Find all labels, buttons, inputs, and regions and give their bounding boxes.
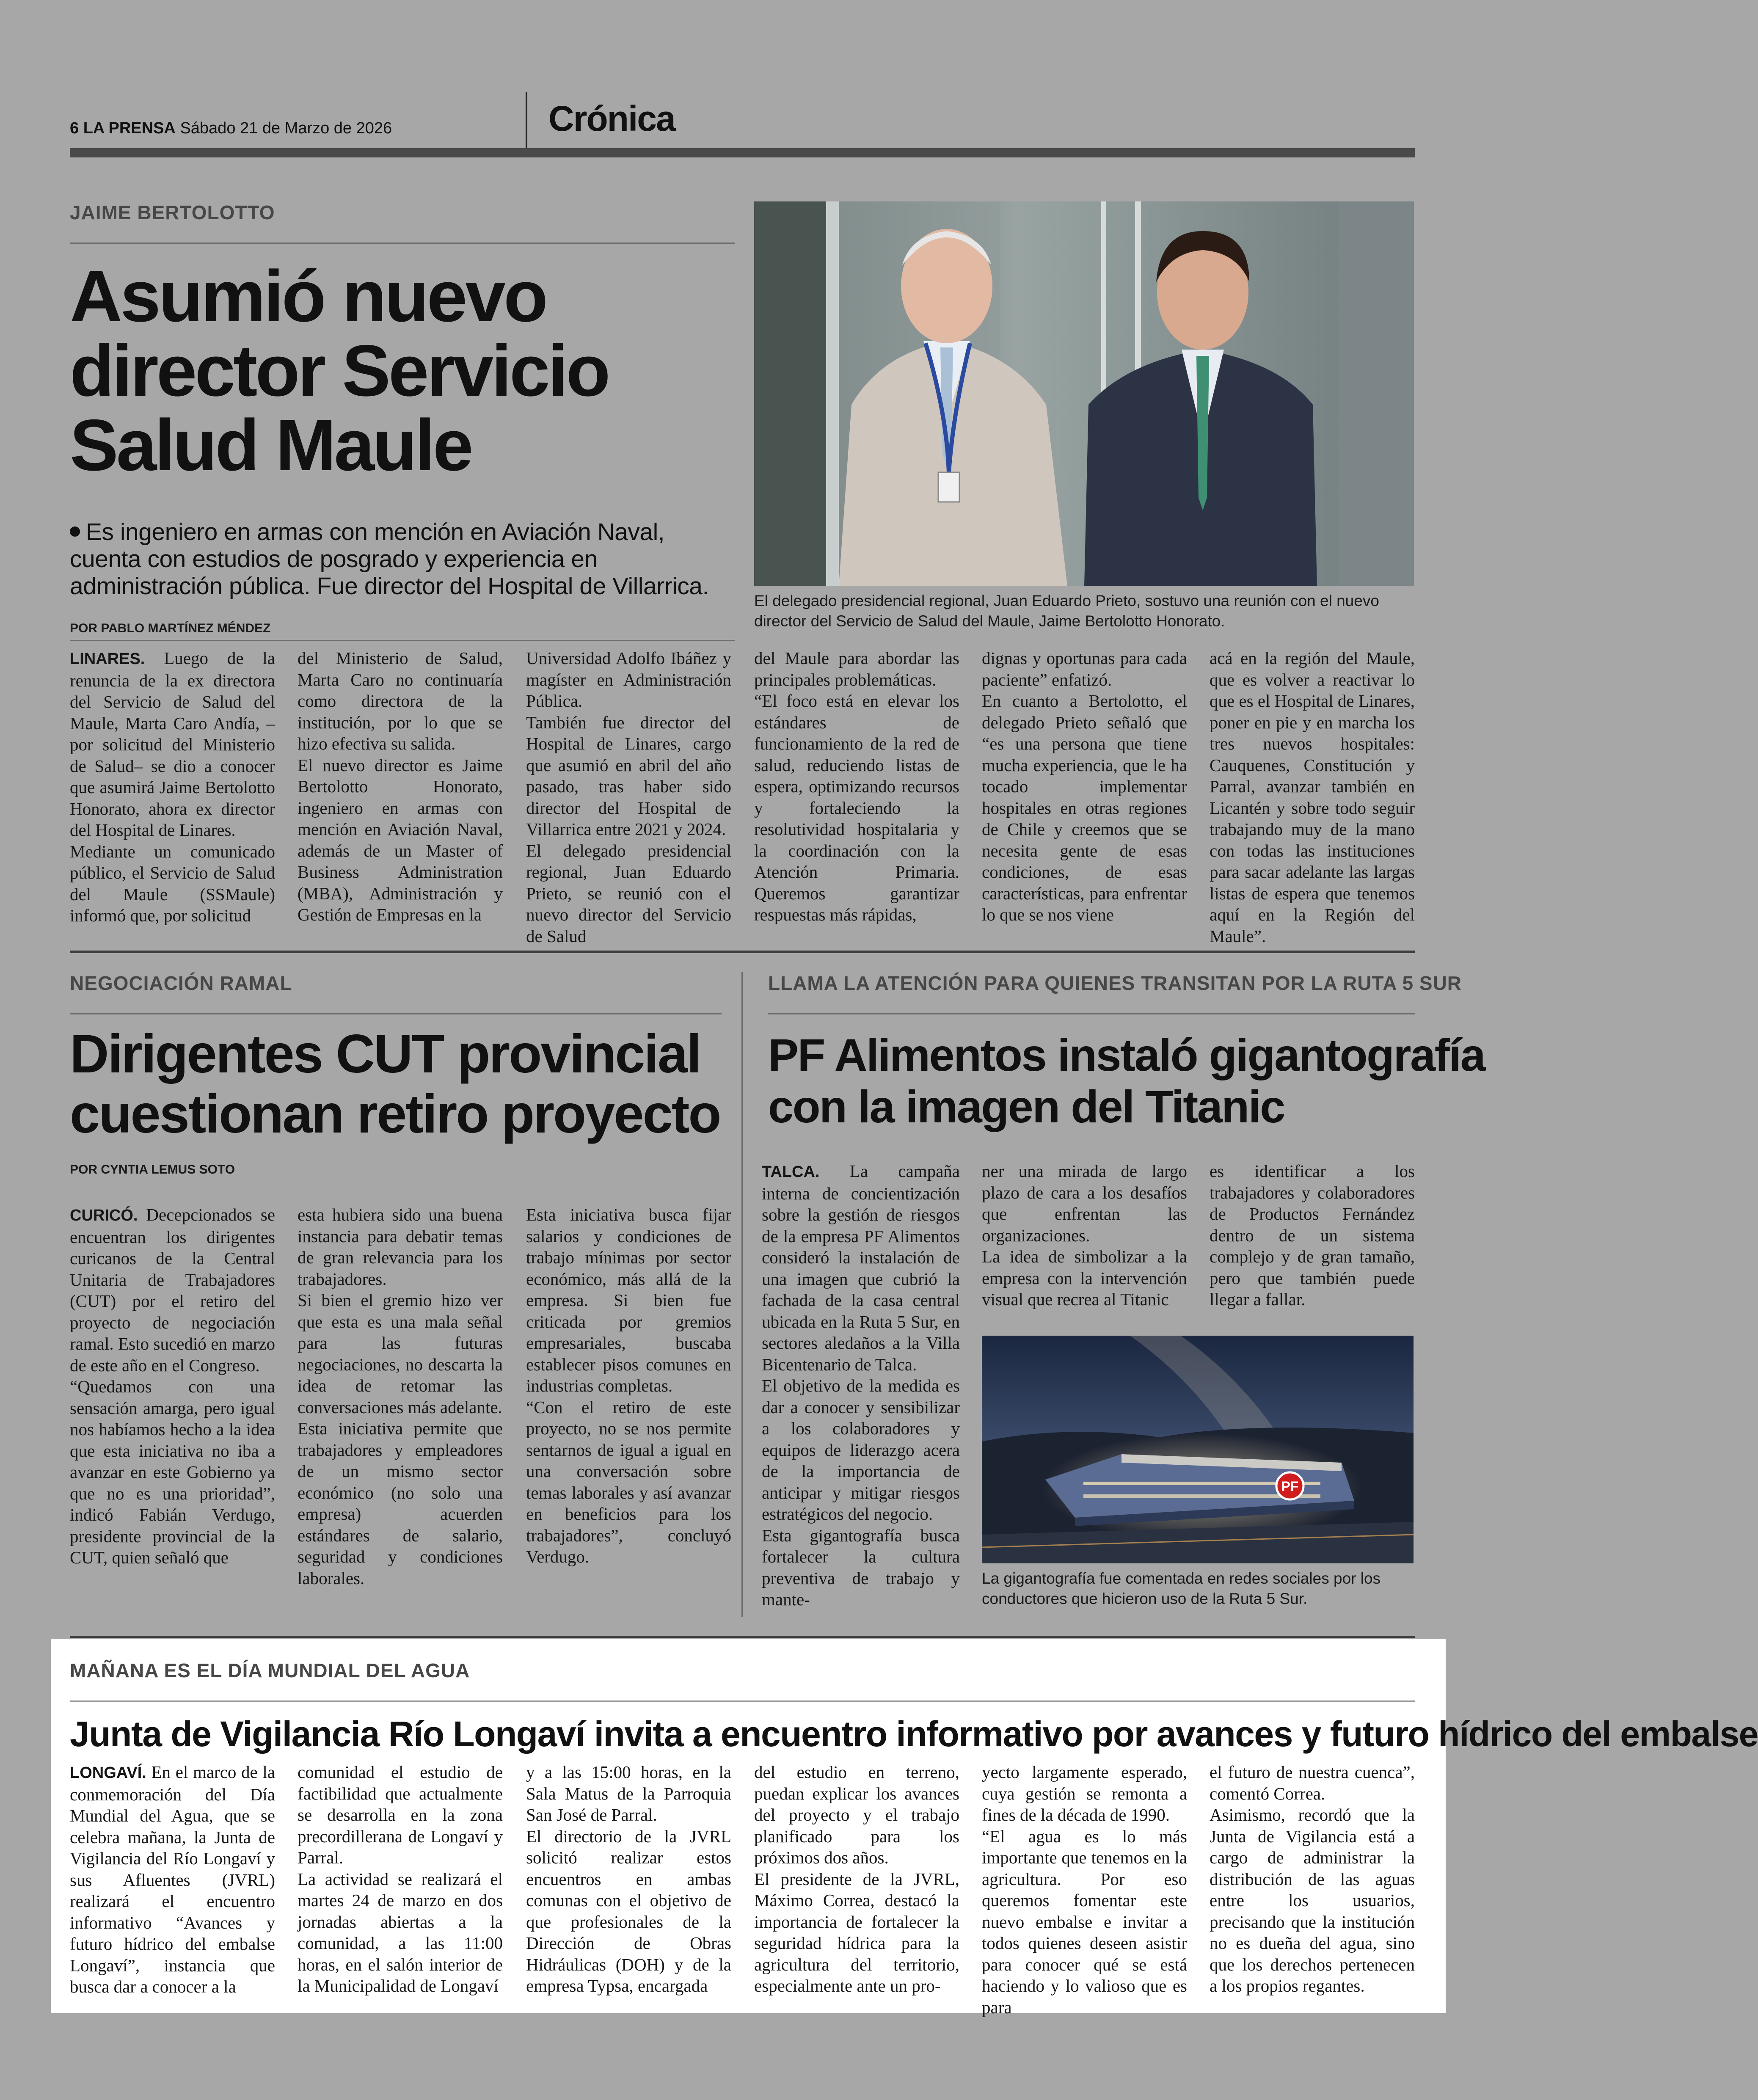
story3-column xyxy=(762,1160,960,1618)
story3-photo xyxy=(982,1336,1414,1563)
paper-name: LA PRENSA xyxy=(83,119,176,137)
story1-paragraph: Mediante un comunicado público, el Servicio de Salud del Maule (SSMaule) informó que, por solicitud xyxy=(70,841,275,925)
story4-paragraph: y a las 15:00 horas, en la Sala Matus de la Parroquia San José de Parral. xyxy=(526,1762,731,1824)
page-folio xyxy=(70,119,392,138)
story1-paragraph: Universidad Adolfo Ibáñez y magíster en Administración Pública. xyxy=(526,648,731,711)
story4-dateline: LONGAVÍ. xyxy=(70,1764,146,1782)
story1-paragraph: Luego de la renuncia de la ex directora del Servicio de Salud del Maule, Marta Caro Andía, –por solicitud del Ministerio de Salud– se dio a conocer que asumirá Jaime Bertolotto Honorato, ahora ex director del Hospital de Linares. xyxy=(70,648,276,840)
story1-byline: POR PABLO MARTÍNEZ MÉNDEZ xyxy=(70,621,271,635)
story4-paragraph: El presidente de la JVRL, Máximo Correa, destacó la importancia de fortalecer la seguridad hídrica para la agricultura del territorio, especialmente ante un pro- xyxy=(754,1869,959,1995)
night-building-photo-illustration xyxy=(982,1336,1414,1563)
story1-paragraph: del Maule para abordar las principales problemáticas. xyxy=(754,648,959,689)
story3-paragraph: El objetivo de la medida es dar a conocer y sensibilizar a los colaboradores y equipos de liderazgo acera de la importancia de anticipar y mitigar riesgos estratégicos del negocio. xyxy=(762,1376,960,1524)
story2-paragraph: Decepcionados se encuentran los dirigentes curicanos de la Central Unitaria de Trabajadores (CUT) por el retiro del proyecto de negociación ramal. Esto sucedió en marzo de este año en el Congreso. xyxy=(70,1205,275,1375)
story1-headline-line: Salud Maule xyxy=(70,405,471,486)
page-number: 6 xyxy=(70,119,79,137)
story1-summary-line: administración pública. Fue director del Hospital de Villarrica. xyxy=(70,573,709,600)
story1-column xyxy=(298,648,503,931)
story2-headline xyxy=(70,1024,720,1144)
story4-column xyxy=(982,1761,1187,2017)
column-divider xyxy=(741,972,743,1617)
story2-dateline: CURICÓ. xyxy=(70,1207,138,1224)
story4-paragraph: yecto largamente esperado, cuya gestión se remonta a fines de la década de 1990. xyxy=(982,1762,1187,1824)
story1-dateline: LINARES. xyxy=(70,650,145,668)
story1-summary-line: Es ingeniero en armas con mención en Aviación Naval, xyxy=(86,518,665,546)
story4-paragraph: Asimismo, recordó que la Junta de Vigilancia está a cargo de administrar la distribución de las aguas entre los usuarios, precisando que la institución no es dueña del agua, sino que los derechos pertenecen a los propios regantes. xyxy=(1210,1805,1415,1995)
header-bar xyxy=(70,148,1415,157)
story2-byline: POR CYNTIA LEMUS SOTO xyxy=(70,1163,235,1177)
story1-column xyxy=(982,648,1187,931)
story2-paragraph: esta hubiera sido una buena instancia para debatir temas de gran relevancia para los trabajadores. xyxy=(298,1205,503,1289)
story4-paragraph: el futuro de nuestra cuenca”, comentó Correa. xyxy=(1210,1762,1415,1803)
header-divider xyxy=(526,92,527,148)
story2-column xyxy=(298,1204,503,1617)
story2-column xyxy=(70,1204,275,1617)
story2-paragraph: Esta iniciativa busca fijar salarios y condiciones de trabajo mínimas por sector económico, más allá de la empresa. Si bien fue criticada por gremios empresariales, buscaba establecer pisos comunes en industrias completas. xyxy=(526,1205,731,1395)
story1-photo-caption: El delegado presidencial regional, Juan Eduardo Prieto, sostuvo una reunión con el nuevo director del Servicio de Salud del Maule, Jaime Bertolotto Honorato. xyxy=(754,592,1379,630)
story4-paragraph: “El agua es lo más importante que tenemos en la agricultura. Por eso queremos fomentar este nuevo embalse e invitar a todos quienes deseen asistir para conocer qué se está haciendo y lo valioso que es para xyxy=(982,1826,1187,2017)
story1-kicker-rule xyxy=(70,243,735,244)
story1-column xyxy=(754,648,959,931)
story3-paragraph: La idea de simbolizar a la empresa con la intervención visual que recrea al Titanic xyxy=(982,1247,1187,1309)
story1-paragraph: del Ministerio de Salud, Marta Caro no continuaría como directora de la institución, por lo que se hizo efectiva su salida. xyxy=(298,648,503,753)
story3-column xyxy=(1210,1160,1415,1317)
story1-summary xyxy=(70,518,709,600)
story1-column xyxy=(1210,648,1415,946)
story3-paragraph: ner una mirada de largo plazo de cara a los desafíos que enfrentan las organizaciones. xyxy=(982,1161,1187,1245)
story4-column xyxy=(754,1761,959,1998)
story1-paragraph: En cuanto a Bertolotto, el delegado Prieto señaló que “es una persona que tiene mucha experiencia, que le ha tocado implementar hospitales en otras regiones de Chile y creemos que se necesita gente de esas condiciones, de esas características, para enfrentar lo que se nos viene xyxy=(982,691,1187,924)
story1-headline xyxy=(70,256,609,486)
story3-paragraph: Esta gigantografía busca fortalecer la cultura preventiva de trabajo y mante- xyxy=(762,1525,960,1609)
story1-paragraph: dignas y oportunas para cada paciente” enfatizó. xyxy=(982,648,1187,689)
story2-paragraph: Si bien el gremio hizo ver que esta es una mala señal para las futuras negociaciones, no descarta la idea de retomar las conversaciones más adelante. xyxy=(298,1290,503,1417)
story2-kicker-rule xyxy=(70,1013,722,1014)
story1-paragraph: El delegado presidencial regional, Juan Eduardo Prieto, se reunió con el nuevo director del Servicio de Salud xyxy=(526,841,731,946)
story4-paragraph: La actividad se realizará el martes 24 de marzo en dos jornadas abiertas a la comunidad, a las 11:00 horas, en el salón interior de la Municipalidad de Longaví xyxy=(298,1869,503,1995)
story4-column xyxy=(526,1761,731,1998)
story2-kicker: NEGOCIACIÓN RAMAL xyxy=(70,972,292,994)
story3-paragraph: La campaña interna de concientización sobre la gestión de riesgos de la empresa PF Alimentos consideró la instalación de una imagen que cubrió la fachada de la casa central ubicada en la Ruta 5 Sur, en sectores aledaños a la Villa Bicentenario de Talca. xyxy=(762,1161,960,1374)
section-divider xyxy=(70,1636,1415,1638)
section-name: Crónica xyxy=(548,99,675,138)
story1-photo xyxy=(754,201,1414,586)
story3-dateline: TALCA. xyxy=(762,1163,820,1181)
story1-paragraph: El nuevo director es Jaime Bertolotto Honorato, ingeniero en armas con mención en Aviación Naval, además de un Master of Business Administration (MBA), Administración y Gestión de Empresas en la xyxy=(298,755,503,924)
story1-paragraph: También fue director del Hospital de Linares, cargo que asumió en abril del año pasado, tras haber sido director del Hospital de Villarrica entre 2021 y 2024. xyxy=(526,712,731,839)
story1-headline-line: director Servicio xyxy=(70,330,609,411)
story1-byline-rule xyxy=(70,640,735,641)
story3-column xyxy=(982,1160,1187,1317)
story4-paragraph: En el marco de la conmemoración del Día Mundial del Agua, que se celebra mañana, la Junta de Vigilancia del Río Longaví y sus Afluentes (JVRL) realizará el encuentro informativo “Avances y futuro hídrico del embalse Longaví”, instancia que busca dar a conocer a la xyxy=(70,1762,275,1996)
story4-column xyxy=(298,1761,503,1998)
story1-column xyxy=(526,648,731,946)
section-divider xyxy=(70,951,1415,953)
story4-kicker: MAÑANA ES EL DÍA MUNDIAL DEL AGUA xyxy=(70,1659,470,1681)
story3-paragraph: es identificar a los trabajadores y colaboradores de Productos Fernández dentro de un sistema complejo y de gran tamaño, pero que también puede llegar a fallar. xyxy=(1210,1161,1415,1309)
story1-column xyxy=(70,648,275,931)
story4-paragraph: del estudio en terreno, puedan explicar los avances del proyecto y el trabajo planificado para los próximos dos años. xyxy=(754,1762,959,1867)
story1-paragraph: “El foco está en elevar los estándares de funcionamiento de la red de salud, reduciendo listas de espera, optimizando recursos y fortaleciendo la resolutividad hospitalaria y la coordinación con la Atención Primaria. Queremos garantizar respuestas más rápidas, xyxy=(754,691,959,924)
story2-column xyxy=(526,1204,731,1617)
story2-paragraph: “Quedamos con una sensación amarga, pero igual nos habíamos hecho a la idea que esta iniciativa no iba a avanzar en este Gobierno ya que no es una prioridad”, indicó Fabián Verdugo, presidente provincial de la CUT, quien señaló que xyxy=(70,1377,275,1567)
story3-headline xyxy=(768,1029,1485,1133)
story2-paragraph: Esta iniciativa permite que trabajadores y empleadores de un mismo sector económico (no solo una empresa) acuerden estándares de salario, seguridad y condiciones laborales. xyxy=(298,1419,503,1588)
story1-headline-line: Asumió nuevo xyxy=(70,256,546,337)
story4-kicker-rule xyxy=(70,1700,1415,1702)
story2-paragraph: “Con el retiro de este proyecto, no se nos permite sentarnos de igual a igual en una conversación sobre temas laborales y así avanzar en beneficios para los trabajadores”, concluyó Verdugo. xyxy=(526,1397,731,1566)
story4-paragraph: El directorio de la JVRL solicitó realizar estos encuentros en ambas comunas con el objetivo de que profesionales de la Dirección de Obras Hidráulicas (DOH) y de la empresa Typsa, encargada xyxy=(526,1826,731,1995)
story3-headline-line: con la imagen del Titanic xyxy=(768,1081,1284,1132)
story3-kicker: LLAMA LA ATENCIÓN PARA QUIENES TRANSITAN POR LA RUTA 5 SUR xyxy=(768,972,1462,994)
story3-kicker-rule xyxy=(768,1013,1415,1014)
story1-kicker: JAIME BERTOLOTTO xyxy=(70,201,275,223)
story4-paragraph: comunidad el estudio de factibilidad que actualmente se desarrolla en la zona precordillerana de Longaví y Parral. xyxy=(298,1762,503,1867)
story4-column xyxy=(70,1761,275,1998)
two-men-photo-illustration xyxy=(754,201,1414,586)
story1-paragraph: acá en la región del Maule, que es volver a reactivar lo que es el Hospital de Linares, poner en pie y en marcha los tres nuevos hospitales: Cauquenes, Constitución y Parral, avanzar también en Licantén y sobre todo seguir trabajando muy de la mano con todas las instituciones para sacar adelante las largas listas de espera que tenemos aquí en la Región del Maule”. xyxy=(1210,648,1415,946)
bullet-icon xyxy=(70,526,80,537)
story1-summary-line: cuenta con estudios de posgrado y experiencia en xyxy=(70,546,598,573)
story3-headline-line: PF Alimentos instaló gigantografía xyxy=(768,1029,1485,1080)
issue-date: Sábado 21 de Marzo de 2026 xyxy=(180,119,392,137)
story3-photo-caption: La gigantografía fue comentada en redes sociales por los conductores que hicieron uso de la Ruta 5 Sur. xyxy=(982,1570,1381,1607)
pf-logo-text: PF xyxy=(1281,1479,1299,1494)
story2-headline-line: cuestionan retiro proyecto xyxy=(70,1084,720,1144)
story2-headline-line: Dirigentes CUT provincial xyxy=(70,1024,700,1084)
story4-column xyxy=(1210,1761,1415,1998)
story4-headline: Junta de Vigilancia Río Longaví invita a encuentro informativo por avances y futuro hídrico del embalse xyxy=(70,1714,1758,1754)
